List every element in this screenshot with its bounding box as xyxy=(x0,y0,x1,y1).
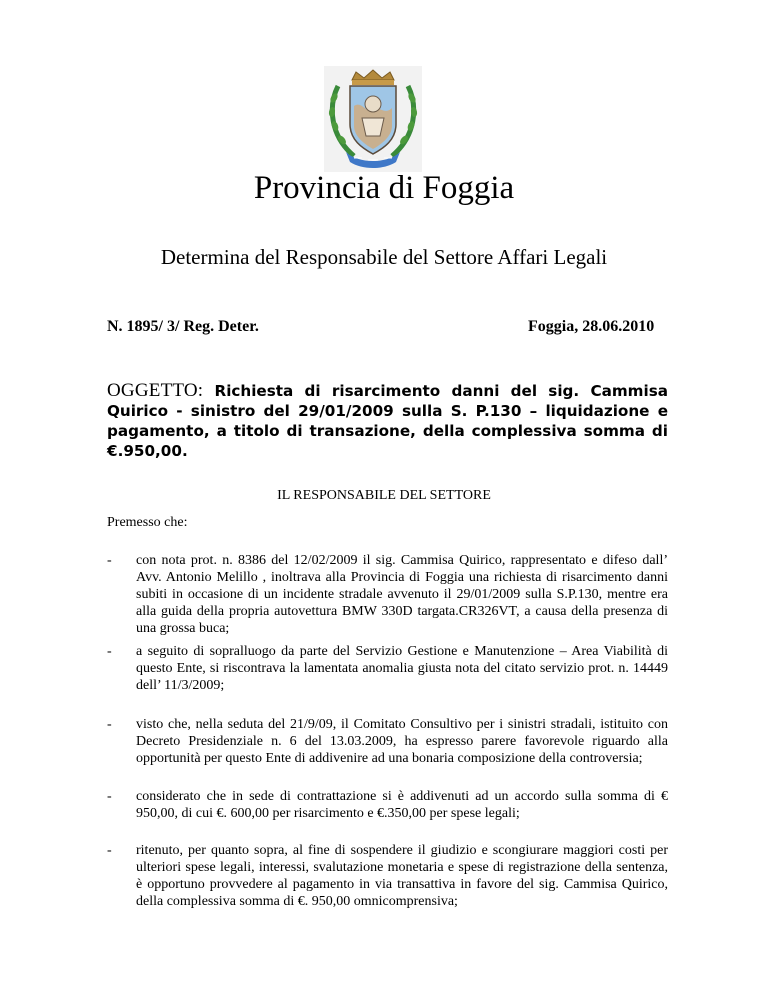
page-title: Provincia di Foggia xyxy=(253,170,515,206)
page-subtitle: Determina del Responsabile del Settore Affari Legali xyxy=(160,245,608,269)
list-item-text: ritenuto, per quanto sopra, al fine di sospendere il giudizio e scongiurare maggiori costi per ulteriori spese legali, interessi, svalutazione monetaria e spese di registrazione della sentenza, è opportuno provvedere al pagamento in via transattiva in favore del sig. Cammisa Quirico, della complessiva somma di €. 950,00 omnicomprensiva; xyxy=(136,843,668,909)
dash-bullet: - xyxy=(107,644,112,659)
list-item-text: visto che, nella seduta del 21/9/09, il Comitato Consultivo per i sinistri stradali, istituito con Decreto Presidenziale n. 6 del 13.03.2009, ha espresso parere favorevole riguardo alla opportunità per questo Ente di addivenire ad una bonaria composizione della controversia; xyxy=(136,717,668,766)
list-item-text: a seguito di sopralluogo da parte del Servizio Gestione e Manutenzione – Area Viabilità di questo Ente, si riscontrava la lamentata anomalia giusta nota del citato servizio prot. n. 14449 dell’ 11/3/2009; xyxy=(136,644,668,693)
subject-text: Richiesta di risarcimento danni del sig. Cammisa Quirico - sinistro del 29/01/2009 sulla S. P.130 – liquidazione e pagamento, a titolo di transazione, della complessiva somma di €.950,00. xyxy=(107,382,668,460)
section-heading: IL RESPONSABILE DEL SETTORE xyxy=(277,488,491,503)
list-item xyxy=(107,842,668,910)
document-date: Foggia, 28.06.2010 xyxy=(528,318,655,335)
subject-label: OGGETTO xyxy=(107,380,198,401)
dash-bullet: - xyxy=(107,717,112,732)
coat-of-arms-icon xyxy=(324,66,422,172)
dash-bullet: - xyxy=(107,843,112,858)
list-item-text: considerato che in sede di contrattazione si è addivenuti ad un accordo sulla somma di € 950,00, di cui €. 600,00 per risarcimento e €.350,00 per spese legali; xyxy=(136,789,668,821)
subject-block xyxy=(107,381,668,461)
dash-bullet: - xyxy=(107,553,112,568)
dash-bullet: - xyxy=(107,789,112,804)
registration-number: N. 1895/ 3/ Reg. Deter. xyxy=(107,318,259,335)
list-item xyxy=(107,716,668,767)
premise-intro: Premesso che: xyxy=(107,515,188,530)
list-item-text: con nota prot. n. 8386 del 12/02/2009 il sig. Cammisa Quirico, rappresentato e difeso dall’ Avv. Antonio Melillo , inoltrava alla Provincia di Foggia una richiesta di risarcimento danni subiti in occasione di un incidente stradale avvenuto il 29/01/2009 sulla S.P.130, mentre era alla guida della propria autovettura BMW 330D targata.CR326VT, a causa della presenza di una grossa buca; xyxy=(136,553,668,636)
list-item xyxy=(107,643,668,694)
subject-colon: : xyxy=(197,380,204,401)
list-item xyxy=(107,552,668,637)
list-item xyxy=(107,788,668,822)
